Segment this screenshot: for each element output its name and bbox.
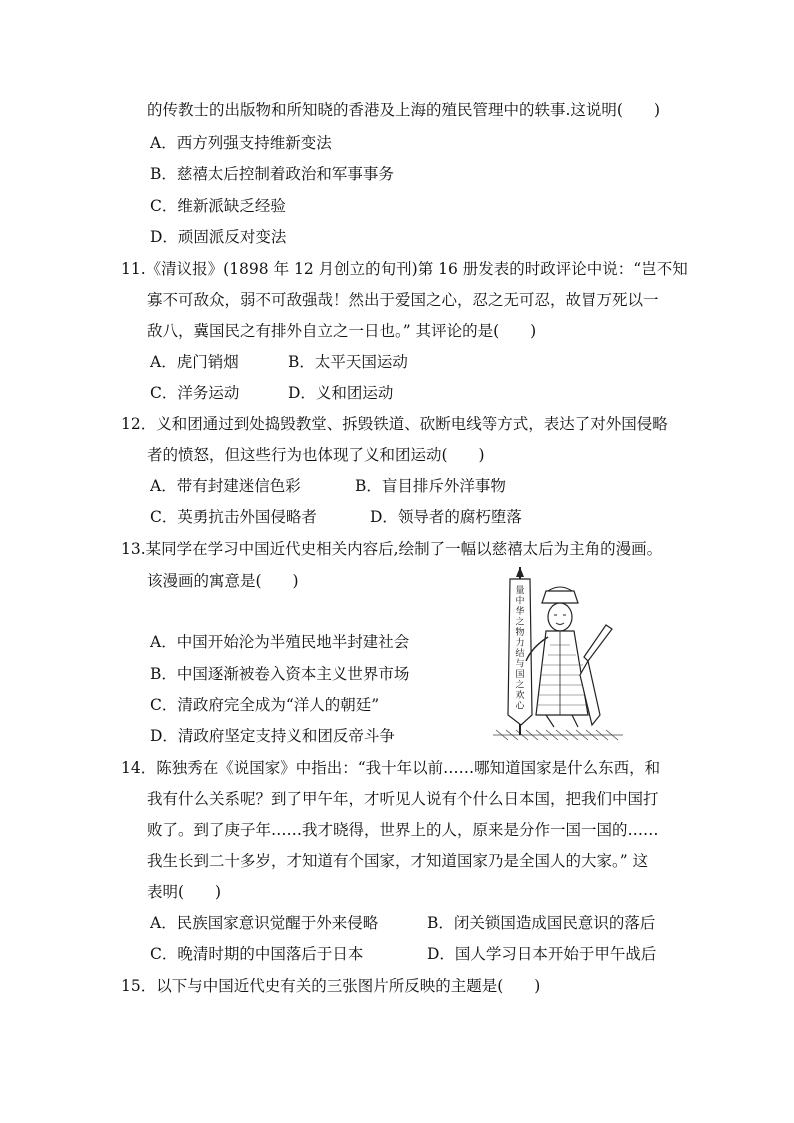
q13-option-c: C．清政府完全成为“洋人的朝廷” xyxy=(150,696,380,714)
q10-option-d: D．顽固派反对变法 xyxy=(150,228,287,246)
banner-char: 国 xyxy=(515,670,525,680)
q12-option-b: B．盲目排斥外洋事物 xyxy=(355,477,506,495)
q14-text-line-1: 14．陈独秀在《说国家》中指出：“我十年以前……哪知道国家是什么东西，和 xyxy=(121,759,661,777)
banner-char: 之 xyxy=(515,617,525,628)
q12-option-c: C．英勇抗击外国侵略者 xyxy=(150,508,317,526)
q10-text-line: 的传教士的出版物和所知晓的香港及上海的殖民管理中的轶事.这说明( ) xyxy=(147,101,661,119)
q11-option-a: A．虎门销烟 xyxy=(150,353,239,371)
cartoon-banner-text xyxy=(515,585,525,712)
q14-option-b: B．闭关锁国造成国民意识的落后 xyxy=(427,914,656,932)
q14-text-line-2: 我有什么关系呢？到了甲午年，才听见人说有个什么日本国，把我们中国打 xyxy=(147,790,659,808)
q12-text-line-1: 12．义和团通过到处捣毁教堂、拆毁铁道、砍断电线等方式，表达了对外国侵略 xyxy=(121,415,668,433)
q13-option-b: B．中国逐渐被卷入资本主义世界市场 xyxy=(150,665,410,683)
banner-char: 之 xyxy=(515,680,525,691)
q13-text-line-1: 13.某同学在学习中国近代史相关内容后,绘制了一幅以慈禧太后为主角的漫画。 xyxy=(121,540,663,558)
q14-option-d: D．国人学习日本开始于甲午战后 xyxy=(427,945,657,963)
banner-char: 华 xyxy=(515,607,525,617)
q14-text-line-3: 败了。到了庚子年……我才晓得，世界上的人，原来是分作一国一国的…… xyxy=(147,821,659,839)
q10-option-b: B．慈禧太后控制着政治和军事事务 xyxy=(150,165,394,183)
q13-option-d: D．清政府坚定支持义和团反帝斗争 xyxy=(150,727,395,745)
q11-option-b: B．太平天国运动 xyxy=(288,353,408,371)
q14-option-a: A．民族国家意识觉醒于外来侵略 xyxy=(150,914,379,932)
q14-text-line-4: 我生长到二十多岁，才知道有个国家，才知道国家乃是全国人的大家。” 这 xyxy=(147,852,649,870)
q11-text-line-2: 寡不可敌众，弱不可敌强哉！然出于爱国之心，忍之无可忍，故冒万死以一 xyxy=(147,291,659,309)
banner-char: 欢 xyxy=(515,691,525,701)
q14-text-line-5: 表明( ) xyxy=(147,883,222,901)
q11-text-line-3: 敌八，冀国民之有排外自立之一日也。” 其评论的是( ) xyxy=(147,322,537,340)
q12-option-a: A．带有封建迷信色彩 xyxy=(150,477,301,495)
q11-option-d: D．义和团运动 xyxy=(288,384,394,402)
q14-option-c: C．晚清时期的中国落后于日本 xyxy=(150,945,364,963)
q10-option-a: A．西方列强支持维新变法 xyxy=(150,134,332,152)
q12-option-d: D．领导者的腐朽堕落 xyxy=(370,508,522,526)
banner-char: 物 xyxy=(515,628,525,638)
svg-text:量中华之物力结与国之欢心 xyxy=(515,585,525,712)
banner-char: 中 xyxy=(515,596,525,607)
q15-text-line: 15．以下与中国近代史有关的三张图片所反映的主题是( ) xyxy=(121,977,541,995)
q11-option-c: C．洋务运动 xyxy=(150,384,240,402)
banner-char: 量 xyxy=(515,586,525,596)
q12-text-line-2: 者的愤怒，但这些行为也体现了义和团运动( ) xyxy=(147,446,485,464)
q13-text-line-2: 该漫画的寓意是( ) xyxy=(147,572,299,590)
banner-char: 与 xyxy=(515,659,525,670)
banner-char: 心 xyxy=(515,701,525,712)
q13-option-a: A．中国开始沦为半殖民地半封建社会 xyxy=(150,633,410,651)
cixi-cartoon-image xyxy=(488,565,628,745)
banner-char: 力 xyxy=(515,638,525,649)
banner-char: 结 xyxy=(515,649,525,659)
q11-text-line-1: 11.《清议报》(1898 年 12 月创立的旬刊)第 16 册发表的时政评论中说：“岂不知 xyxy=(121,260,688,278)
q10-option-c: C．维新派缺乏经验 xyxy=(150,197,286,215)
